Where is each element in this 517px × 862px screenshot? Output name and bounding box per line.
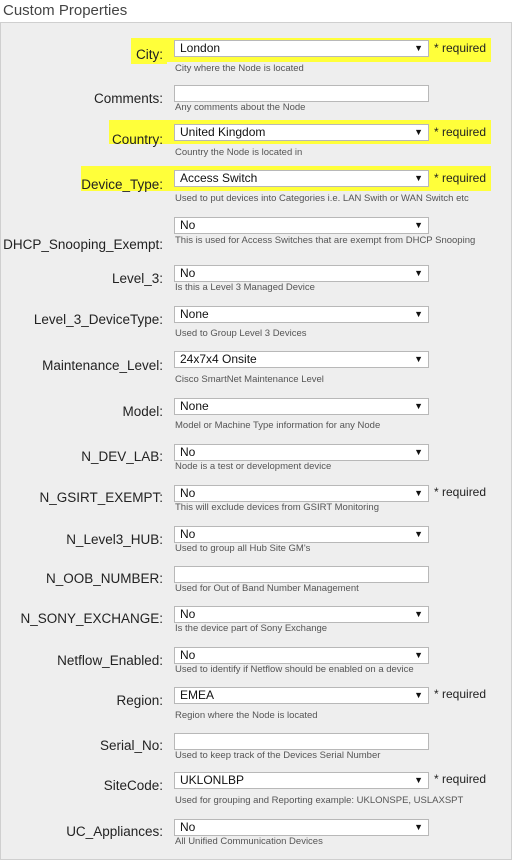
n-dev-lab-select-value: No [180, 445, 196, 459]
n-sony-exchange-select-value: No [180, 607, 196, 621]
chevron-down-icon: ▼ [414, 775, 423, 785]
field-label-n-oob-number: N_OOB_NUMBER: [45, 571, 163, 586]
chevron-down-icon: ▼ [414, 220, 423, 230]
field-hint-device-type: Used to put devices into Categories i.e. LAN Swith or WAN Switch etc [175, 193, 469, 204]
chevron-down-icon: ▼ [414, 43, 423, 53]
field-label-sitecode: SiteCode: [103, 778, 163, 793]
chevron-down-icon: ▼ [414, 309, 423, 319]
chevron-down-icon: ▼ [414, 173, 423, 183]
country-select[interactable] [174, 124, 429, 141]
model-select[interactable] [174, 398, 429, 415]
level-3-devicetype-select-value: None [180, 307, 209, 321]
field-label-country: Country: [111, 132, 163, 147]
maintenance-level-select-value: 24x7x4 Onsite [180, 352, 257, 366]
required-indicator: * required [434, 687, 487, 701]
field-hint-region: Region where the Node is located [175, 710, 318, 721]
field-hint-serial-no: Used to keep track of the Devices Serial Number [175, 750, 381, 761]
field-hint-level-3-devicetype: Used to Group Level 3 Devices [175, 328, 307, 339]
field-label-level-3: Level_3: [111, 271, 163, 286]
field-hint-level-3: Is this a Level 3 Managed Device [175, 282, 315, 293]
required-indicator: * required [434, 171, 487, 185]
chevron-down-icon: ▼ [414, 268, 423, 278]
field-hint-model: Model or Machine Type information for any Node [175, 420, 381, 431]
n-sony-exchange-select[interactable] [174, 606, 429, 623]
n-level3-hub-select[interactable] [174, 526, 429, 543]
maintenance-level-select[interactable] [174, 351, 429, 368]
n-level3-hub-select-value: No [180, 527, 196, 541]
city-select-value: London [180, 41, 221, 55]
chevron-down-icon: ▼ [414, 127, 423, 137]
chevron-down-icon: ▼ [414, 822, 423, 832]
field-label-n-sony-exchange: N_SONY_EXCHANGE: [20, 611, 163, 626]
chevron-down-icon: ▼ [414, 690, 423, 700]
field-hint-country: Country the Node is located in [175, 147, 303, 158]
field-hint-uc-appliances: All Unified Communication Devices [175, 836, 323, 847]
field-label-n-gsirt-exempt: N_GSIRT_EXEMPT: [39, 490, 163, 505]
chevron-down-icon: ▼ [414, 401, 423, 411]
chevron-down-icon: ▼ [414, 488, 423, 498]
field-hint-netflow-enabled: Used to identify if Netflow should be enabled on a device [175, 664, 414, 675]
netflow-enabled-select-value: No [180, 648, 196, 662]
custom-properties-panel [0, 22, 512, 860]
field-label-netflow-enabled: Netflow_Enabled: [57, 653, 163, 668]
level-3-select[interactable] [174, 265, 429, 282]
field-label-serial-no: Serial_No: [99, 738, 163, 753]
uc-appliances-select[interactable] [174, 819, 429, 836]
field-hint-n-gsirt-exempt: This will exclude devices from GSIRT Monitoring [175, 502, 379, 513]
field-hint-n-sony-exchange: Is the device part of Sony Exchange [175, 623, 328, 634]
field-label-device-type: Device_Type: [81, 177, 163, 192]
field-label-n-level3-hub: N_Level3_HUB: [66, 532, 163, 547]
region-select-value: EMEA [180, 688, 215, 702]
field-label-comments: Comments: [93, 91, 163, 106]
field-hint-city: City where the Node is located [175, 63, 304, 74]
n-gsirt-exempt-select-value: No [180, 486, 196, 500]
sitecode-select[interactable] [174, 772, 429, 789]
field-hint-n-oob-number: Used for Out of Band Number Management [175, 583, 359, 594]
sitecode-select-value: UKLONLBP [180, 773, 245, 787]
chevron-down-icon: ▼ [414, 650, 423, 660]
field-hint-n-dev-lab: Node is a test or development device [175, 461, 332, 472]
field-hint-dhcp-snooping-exempt: This is used for Access Switches that are exempt from DHCP Snooping [175, 235, 476, 246]
field-label-city: City: [136, 47, 163, 62]
country-select-value: United Kingdom [180, 125, 266, 139]
level-3-select-value: No [180, 266, 196, 280]
dhcp-snooping-exempt-select-value: No [180, 218, 196, 232]
comments-input[interactable] [174, 85, 429, 102]
required-indicator: * required [434, 125, 487, 139]
field-hint-comments: Any comments about the Node [175, 102, 306, 113]
dhcp-snooping-exempt-select[interactable] [174, 217, 429, 234]
field-label-dhcp-snooping-exempt: DHCP_Snooping_Exempt: [3, 237, 163, 252]
uc-appliances-select-value: No [180, 820, 196, 834]
city-select[interactable] [174, 40, 429, 57]
field-label-level-3-devicetype: Level_3_DeviceType: [33, 312, 163, 327]
field-label-region: Region: [116, 693, 163, 708]
chevron-down-icon: ▼ [414, 354, 423, 364]
required-indicator: * required [434, 485, 487, 499]
field-hint-sitecode: Used for grouping and Reporting example: UKLONSPE, USLAXSPT [175, 795, 464, 806]
field-hint-n-level3-hub: Used to group all Hub Site GM's [175, 543, 311, 554]
required-indicator: * required [434, 772, 487, 786]
chevron-down-icon: ▼ [414, 529, 423, 539]
serial-no-input[interactable] [174, 733, 429, 750]
n-dev-lab-select[interactable] [174, 444, 429, 461]
field-label-maintenance-level: Maintenance_Level: [42, 358, 163, 373]
field-label-uc-appliances: UC_Appliances: [66, 824, 163, 839]
model-select-value: None [180, 399, 209, 413]
device-type-select[interactable] [174, 170, 429, 187]
field-hint-maintenance-level: Cisco SmartNet Maintenance Level [175, 374, 324, 385]
chevron-down-icon: ▼ [414, 447, 423, 457]
section-title: Custom Properties [3, 2, 128, 19]
n-gsirt-exempt-select[interactable] [174, 485, 429, 502]
netflow-enabled-select[interactable] [174, 647, 429, 664]
field-label-model: Model: [122, 404, 163, 419]
device-type-select-value: Access Switch [180, 171, 258, 185]
level-3-devicetype-select[interactable] [174, 306, 429, 323]
required-indicator: * required [434, 41, 487, 55]
n-oob-number-input[interactable] [174, 566, 429, 583]
chevron-down-icon: ▼ [414, 609, 423, 619]
region-select[interactable] [174, 687, 429, 704]
field-label-n-dev-lab: N_DEV_LAB: [81, 449, 163, 464]
